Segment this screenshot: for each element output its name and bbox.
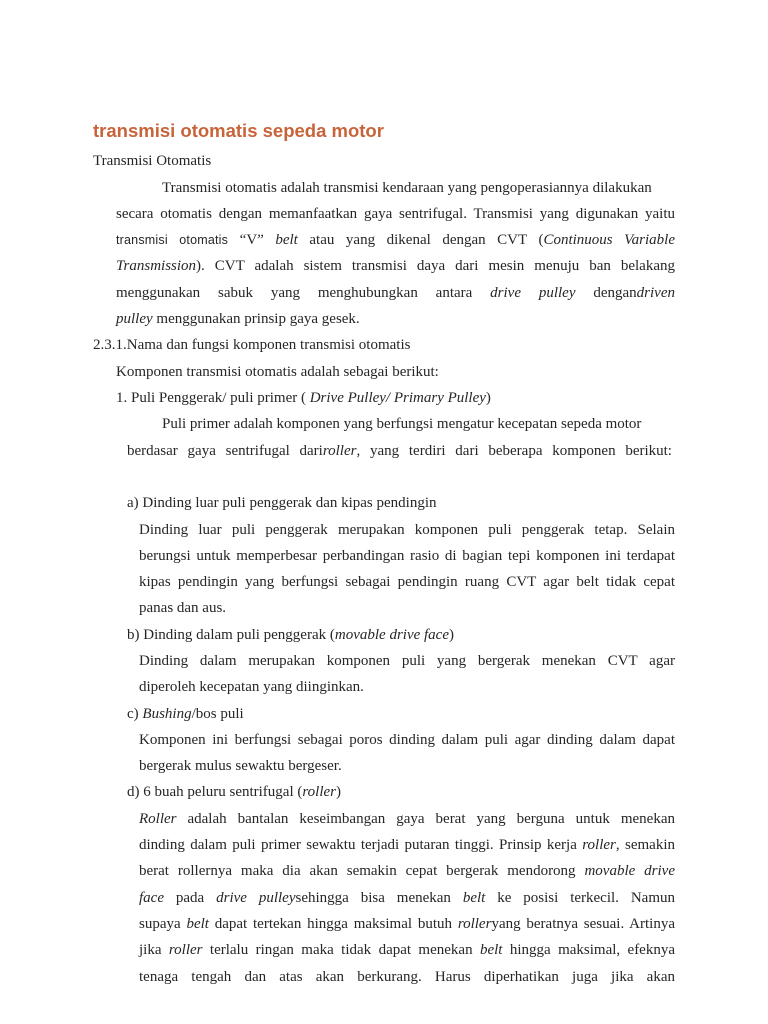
item-d-line-6: jika roller terlalu ringan maka tidak dapat menekan belt hingga maksimal, efeknya <box>139 942 675 958</box>
item-d-line-4: face pada drive pulleysehingga bisa menekan belt ke posisi terkecil. Namun <box>139 890 675 906</box>
item-c-line-2: bergerak mulus sewaktu bergeser. <box>139 758 342 774</box>
item-1-line-1: Puli primer adalah komponen yang berfungsi mengatur kecepatan sepeda motor <box>162 416 642 432</box>
item-1-line-2: berdasar gaya sentrifugal dariroller, yang terdiri dari beberapa komponen berikut: <box>127 443 672 459</box>
section-heading: 2.3.1.Nama dan fungsi komponen transmisi otomatis <box>93 337 411 353</box>
item-c-line-1: Komponen ini berfungsi sebagai poros dinding dalam puli agar dinding dalam dapat <box>139 732 675 748</box>
item-d-line-3: berat rollernya maka dia akan semakin cepat bergerak mendorong movable drive <box>139 863 676 879</box>
item-d-line-2: dinding dalam puli primer sewaktu terjadi putaran tinggi. Prinsip kerja roller, semakin <box>139 837 675 853</box>
intro-line-5: menggunakan sabuk yang menghubungkan antara drive pulley dengandriven <box>116 285 675 301</box>
intro-line-4: Transmission). CVT adalah sistem transmisi daya dari mesin menuju ban belakang <box>116 258 675 274</box>
item-b-marker: b) <box>127 627 140 643</box>
item-d-heading: d) 6 buah peluru sentrifugal (roller) <box>127 784 341 800</box>
subheading: Transmisi Otomatis <box>93 153 212 169</box>
item-d-line-7: tenaga tengah dan atas akan berkurang. Harus diperhatikan juga jika akan <box>139 969 675 985</box>
item-d-line-5: supaya belt dapat tertekan hingga maksimal butuh rolleryang beratnya sesuai. Artinya <box>139 916 676 932</box>
intro-term: transmisi otomatis <box>116 233 229 247</box>
intro-line-3: transmisi otomatis “V” belt atau yang dikenal dengan CVT (Continuous Variable <box>116 232 675 248</box>
item-b-heading: b) Dinding dalam puli penggerak (movable drive face) <box>127 627 454 643</box>
item-c-heading: c) Bushing/bos puli <box>127 706 244 722</box>
item-a-heading: a) Dinding luar puli penggerak dan kipas pendingin <box>127 495 437 511</box>
intro-line-1: Transmisi otomatis adalah transmisi kendaraan yang pengoperasiannya dilakukan <box>162 180 652 196</box>
item-d-marker: d) <box>127 784 140 800</box>
intro-line-2: secara otomatis dengan memanfaatkan gaya sentrifugal. Transmisi yang digunakan yaitu <box>116 206 675 222</box>
item-a-line-3: kipas pendingin yang berfungsi sebagai pendingin ruang CVT agar belt tidak cepat <box>139 574 675 590</box>
item-c-marker: c) <box>127 706 139 722</box>
item-d-line-1: Roller adalah bantalan keseimbangan gaya berat yang berguna untuk menekan <box>139 811 675 827</box>
item-1-heading: 1. Puli Penggerak/ puli primer ( Drive Pulley/ Primary Pulley) <box>116 390 491 406</box>
item-b-line-2: diperoleh kecepatan yang diinginkan. <box>139 679 364 695</box>
item-a-marker: a) <box>127 495 139 511</box>
item-b-line-1: Dinding dalam merupakan komponen puli yang bergerak menekan CVT agar <box>139 653 675 669</box>
item-a-line-1: Dinding luar puli penggerak merupakan komponen puli penggerak tetap. Selain <box>139 522 675 538</box>
section-intro: Komponen transmisi otomatis adalah sebagai berikut: <box>116 364 439 380</box>
intro-line-6: pulley menggunakan prinsip gaya gesek. <box>116 311 360 327</box>
document-title: transmisi otomatis sepeda motor <box>93 120 384 141</box>
item-a-line-4: panas dan aus. <box>139 600 227 616</box>
item-a-line-2: berungsi untuk memperbesar perbandingan rasio di bagian tepi komponen ini terdapat <box>139 548 675 564</box>
